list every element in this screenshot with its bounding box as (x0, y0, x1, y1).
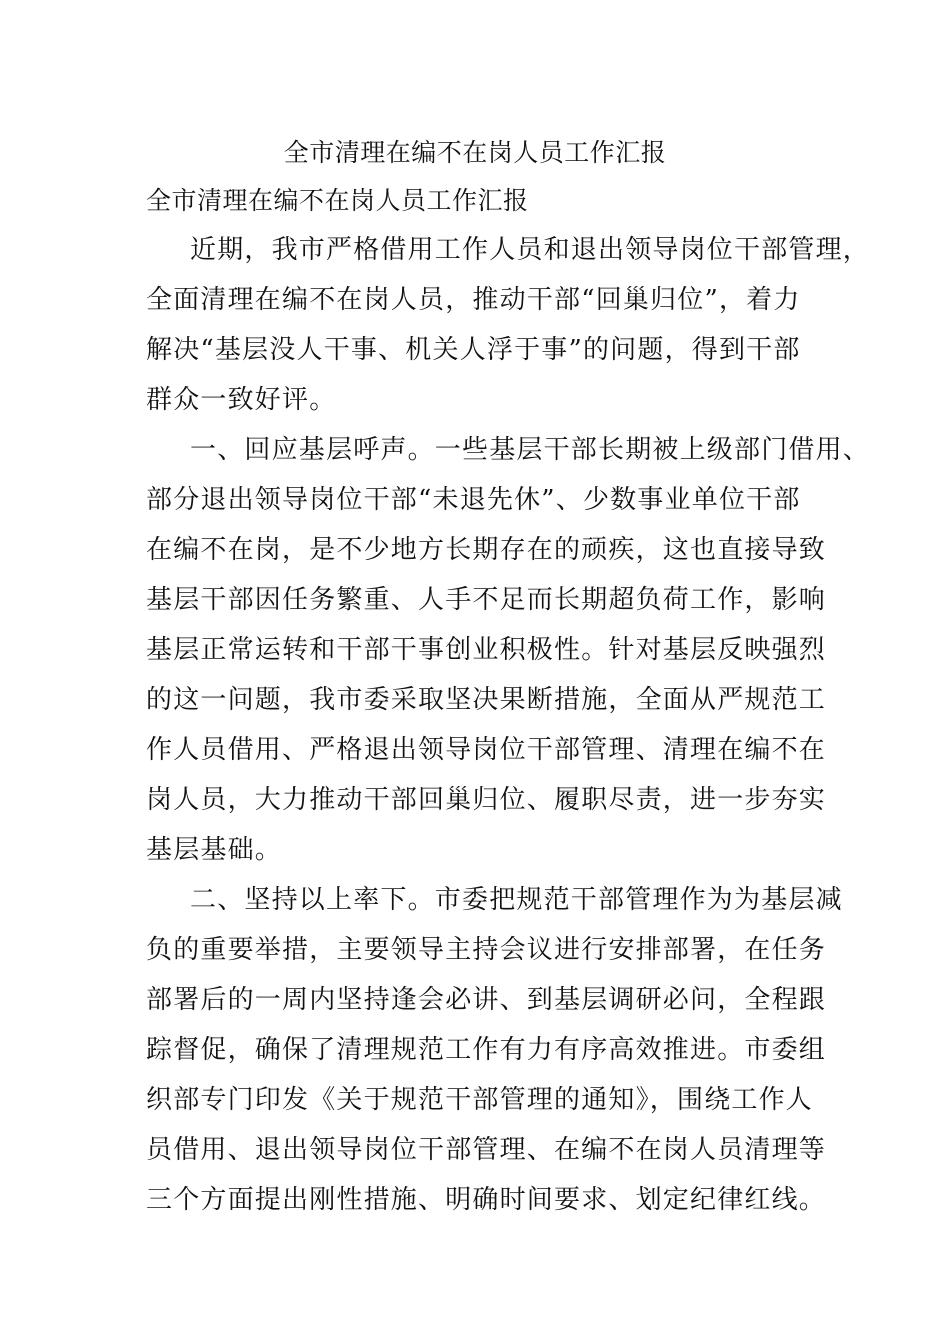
section-1-line-2: 部分退出领导岗位干部“未退先休”、少数事业单位干部 (146, 485, 801, 515)
section-2-line-4: 踪督促，确保了清理规范工作有力有序高效推进。市委组 (146, 1035, 827, 1065)
section-2-line-3: 部署后的一周内坚持逢会必讲、到基层调研必问，全程跟 (146, 985, 827, 1015)
section-1-line-9: 基层基础。 (146, 835, 283, 865)
section-1-line-6: 的这一问题，我市委采取坚决果断措施，全面从严规范工 (146, 685, 827, 715)
section-1-line-4: 基层干部因任务繁重、人手不足而长期超负荷工作，影响 (146, 585, 827, 615)
section-1-line-3: 在编不在岗，是不少地方长期存在的顽疾，这也直接导致 (146, 535, 827, 565)
paragraph-1-line-1: 近期，我市严格借用工作人员和退出领导岗位干部管理， (190, 235, 871, 265)
section-1-line-5: 基层正常运转和干部干事创业积极性。针对基层反映强烈 (146, 635, 827, 665)
document-subtitle: 全市清理在编不在岗人员工作汇报 (146, 186, 529, 215)
paragraph-1-line-3: 解决“基层没人干事、机关人浮于事”的问题，得到干部 (146, 335, 801, 365)
section-2-line-7: 三个方面提出刚性措施、明确时间要求、划定纪律红线。 (146, 1185, 827, 1215)
section-2-line-2: 负的重要举措，主要领导主持会议进行安排部署，在任务 (146, 935, 827, 965)
section-2-line-6: 员借用、退出领导岗位干部管理、在编不在岗人员清理等 (146, 1135, 827, 1165)
paragraph-1-line-2: 全面清理在编不在岗人员，推动干部“回巢归位”，着力 (146, 285, 801, 315)
section-1-line-1: 一、回应基层呼声。一些基层干部长期被上级部门借用、 (190, 435, 871, 465)
document-title: 全市清理在编不在岗人员工作汇报 (283, 138, 667, 167)
section-2-line-5: 织部专门印发《关于规范干部管理的通知》，围绕工作人 (146, 1085, 814, 1115)
section-1-line-8: 岗人员，大力推动干部回巢归位、履职尽责，进一步夯实 (146, 785, 827, 815)
section-1-line-7: 作人员借用、严格退出领导岗位干部管理、清理在编不在 (146, 735, 827, 765)
paragraph-1-line-4: 群众一致好评。 (146, 385, 337, 415)
section-2-line-1: 二、坚持以上率下。市委把规范干部管理作为为基层减 (190, 885, 843, 915)
